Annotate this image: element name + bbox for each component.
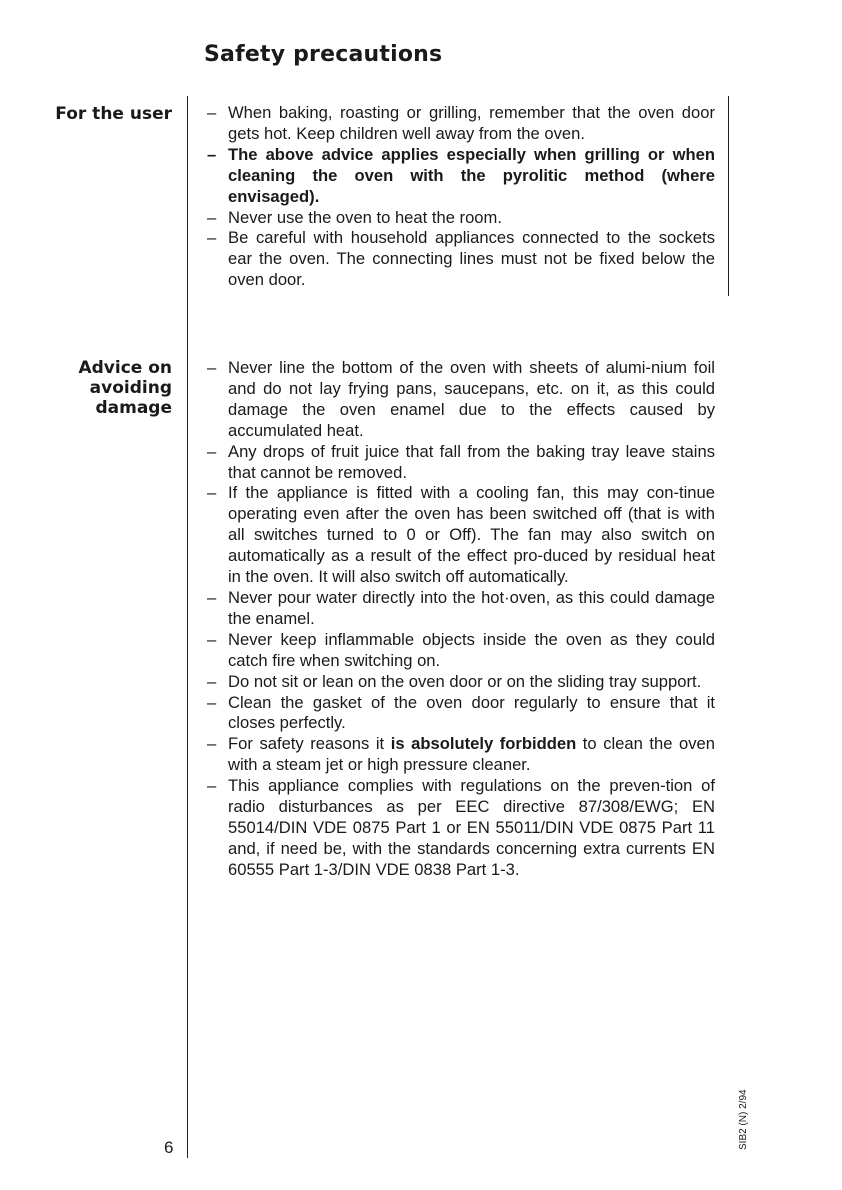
page-title: Safety precautions <box>204 42 443 67</box>
user-precautions-list <box>207 103 715 291</box>
section-heading-for-the-user <box>55 104 172 124</box>
list-item: – Never use the oven to heat the room. <box>207 208 715 229</box>
section-heading-advice-on-avoiding-damage <box>78 358 172 418</box>
emphasis-text: is absolutely forbidden <box>390 734 577 754</box>
list-item: – This appliance complies with regulations on the preven-tion of radio disturbances as per EEC directive 87/308/EWG; EN 55014/DIN VDE 0875 Part 1 or EN 55011/DIN VDE 0875 Part 11 and, if need be, with the standards concerning extra currents EN 60555 Part 1-3/DIN VDE 0838 Part 1-3. <box>207 776 715 881</box>
list-item: – Any drops of fruit juice that fall from the baking tray leave stains that cannot be removed. <box>207 442 715 484</box>
right-margin-rule <box>728 96 729 296</box>
section-heading-line: avoiding <box>89 378 172 398</box>
list-item <box>207 734 715 776</box>
list-item: – If the appliance is fitted with a cooling fan, this may con-tinue operating even after the oven has been switched off (that is with all switches turned to 0 or Off). The fan may also switch on automatically as a result of the effect pro-duced by residual heat in the oven. It will also switch off automatically. <box>207 483 715 588</box>
section-heading-line: damage <box>95 398 172 418</box>
list-item: – When baking, roasting or grilling, remember that the oven door gets hot. Keep children well away from the oven. <box>207 103 715 145</box>
item-text: to clean the oven with a steam jet or high pressure cleaner. <box>228 734 716 775</box>
list-item: – Do not sit or lean on the oven door or on the sliding tray support. <box>207 672 715 693</box>
list-item: – Be careful with household appliances connected to the sockets ear the oven. The connecting lines must not be fixed below the oven door. <box>207 228 715 291</box>
list-item: – The above advice applies especially when grilling or when cleaning the oven with the pyrolitic method (where envisaged). <box>207 145 715 208</box>
document-code: SIB2 (N) 2/94 <box>738 1089 749 1150</box>
list-item: – Never line the bottom of the oven with sheets of alumi-nium foil and do not lay frying pans, saucepans, etc. on it, as this could damage the oven enamel due to the effects caused by accumulated heat. <box>207 358 715 442</box>
item-text: For safety reasons it <box>228 734 391 754</box>
page-number: 6 <box>164 1138 174 1157</box>
damage-advice-list <box>207 358 715 881</box>
section-heading-line: Advice on <box>78 358 172 378</box>
list-item: – Never keep inflammable objects inside the oven as they could catch fire when switching on. <box>207 630 715 672</box>
list-item: – Clean the gasket of the oven door regularly to ensure that it closes perfectly. <box>207 693 715 735</box>
left-margin-rule <box>187 96 188 1158</box>
list-item: – Never pour water directly into the hot·oven, as this could damage the enamel. <box>207 588 715 630</box>
section-heading-line: For the user <box>55 104 172 124</box>
